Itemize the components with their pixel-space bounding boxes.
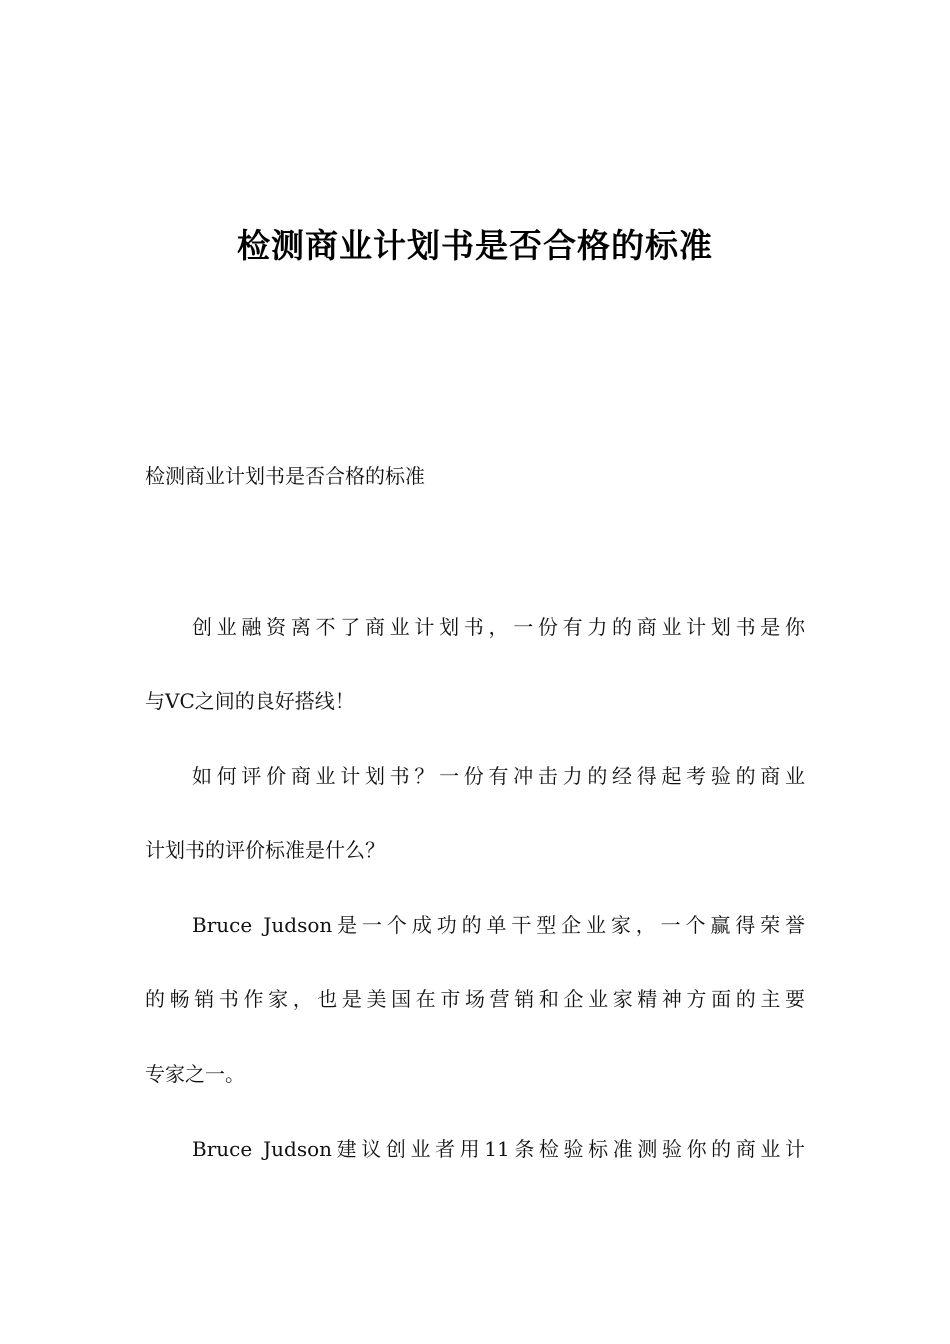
- document-subtitle: 检测商业计划书是否合格的标准: [145, 464, 425, 488]
- paragraph-1-line-1: 创业融资离不了商业计划书，一份有力的商业计划书是你: [192, 615, 805, 639]
- paragraph-4-line-1: Bruce Judson建议创业者用11条检验标准测验你的商业计: [192, 1137, 805, 1161]
- paragraph-3-line-1: Bruce Judson是一个成功的单干型企业家，一个赢得荣誉: [192, 913, 805, 937]
- paragraph-3-line-2: 的畅销书作家，也是美国在市场营销和企业家精神方面的主要: [145, 987, 805, 1011]
- paragraph-3-line-3: 专家之一。: [145, 1062, 245, 1086]
- paragraph-1-line-2: 与VC之间的良好搭线！: [145, 689, 355, 713]
- document-title: 检测商业计划书是否合格的标准: [237, 226, 713, 265]
- paragraph-2-line-2: 计划书的评价标准是什么？: [145, 838, 385, 862]
- paragraph-2-line-1: 如何评价商业计划书？一份有冲击力的经得起考验的商业: [192, 764, 805, 788]
